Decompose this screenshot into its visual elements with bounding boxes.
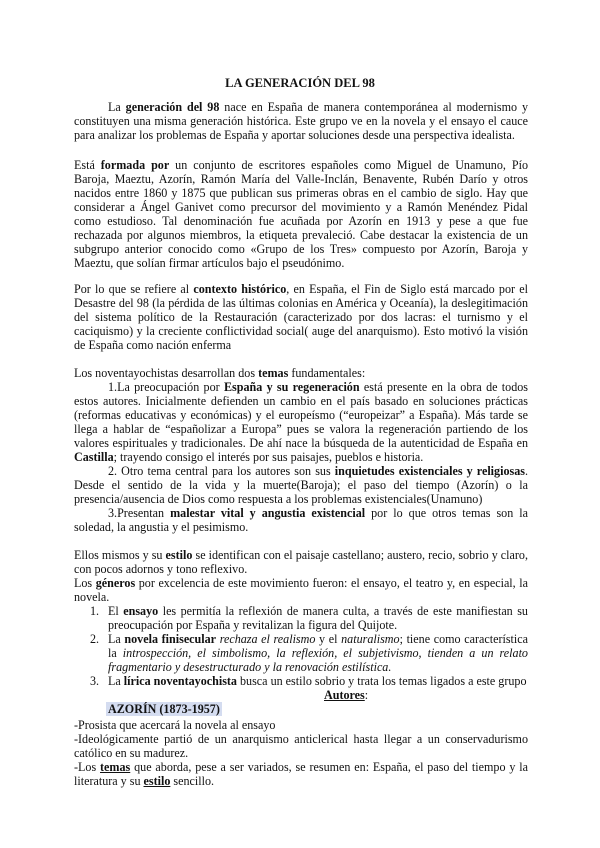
tema-1-line-2: estos autores. Inicialmente defienden un cambio en el país basado en soluciones prácticas	[74, 394, 528, 408]
p2-line-8: Maeztu, que solían firmar artículos bajo el pseudónimo.	[74, 256, 345, 270]
p2-line-5: como estudioso. Tal denominación fue acuñada por Azorín en 1913 y pese a que fue	[74, 214, 528, 228]
azorin-line-5: literatura y su estilo sencillo.	[74, 774, 215, 788]
tema-1-line-4: llega a hablar de “españolizar a Europa” pues se valora la regeneración partiendo de los	[74, 422, 528, 436]
p2-line-4: considerar a Ángel Ganivet como precursor del movimiento y a Ramón Menéndez Pidal	[74, 200, 528, 214]
tema-1-line-3: (reformas educativas y económicas) y el europeísmo (“europeizar” a España). Más tarde se	[74, 408, 528, 422]
document-title: LA GENERACIÓN DEL 98	[225, 76, 375, 90]
tema-1-line-6: Castilla; trayendo consigo el interés por sus paisajes, pueblos e historia.	[74, 450, 424, 464]
list-number-3: 3.	[90, 674, 100, 688]
azorin-line-2: -Ideológicamente partió de un anarquismo anticlerical hasta llegar a un conservadurismo	[74, 732, 528, 746]
list-item-ensayo-line-2: preocupación por España y revitalizan la figura del Quijote.	[108, 618, 398, 632]
autores-heading: Autores:	[324, 688, 369, 702]
tema-2-line-1: 2. Otro tema central para los autores son sus inquietudes existenciales y religiosas.	[108, 464, 528, 478]
list-item-novela: La novela finisecular rechaza el realismo y el naturalismo; tiene como característica	[108, 632, 528, 646]
list-item-novela-line-3: fragmentario y desestructurado y la renovación estilística.	[108, 660, 392, 674]
p4-intro: Los noventayochistas desarrollan dos temas fundamentales:	[74, 366, 366, 380]
p2-line-1: Está formada por un conjunto de escritores españoles como Miguel de Unamuno, Pío	[74, 158, 528, 172]
p5-line-1: Ellos mismos y su estilo se identifican con el paisaje castellano; austero, recio, sobrio y claro,	[74, 548, 528, 562]
tema-2-line-3: presencia/ausencia de Dios como respuesta a los problemas existenciales(Unamuno)	[74, 492, 483, 506]
list-number-2: 2.	[90, 632, 100, 646]
p2-line-6: rechazada por algunos miembros, la etiqueta prevaleció. Cabe destacar la existencia de un	[74, 228, 528, 242]
list-item-ensayo: El ensayo les permitía la reflexión de manera culta, a través de este manifiestan su	[108, 604, 528, 618]
list-item-lirica: La lírica noventayochista busca un estilo sobrio y trata los temas ligados a este grupo	[108, 674, 527, 688]
p2-line-2: Baroja, Maeztu, Azorín, Ramón María del Valle-Inclán, Benavente, Rubén Darío y otros	[74, 172, 528, 186]
azorin-line-3: católico en su madurez.	[74, 746, 189, 760]
p5-line-4: novela.	[74, 590, 110, 604]
tema-3-line-2: soledad, la angustia y el pesimismo.	[74, 520, 249, 534]
p3-line-4: caciquismo) y la creciente conflictividad social( auge del anarquismo). Esto motivó la visión	[74, 324, 528, 338]
p3-line-1: Por lo que se refiere al contexto histórico, en España, el Fin de Siglo está marcado por el	[74, 282, 528, 296]
p2-line-3: nacidos entre 1860 y 1875 que publican sus primeras obras en el cambio de siglo. Hay que	[74, 186, 528, 200]
azorin-heading: AZORÍN (1873-1957)	[108, 702, 220, 716]
tema-2-line-2: Desde el sentido de la vida y la muerte(Baroja); el paso del tiempo (Azorín) o la	[74, 478, 528, 492]
list-item-novela-line-2: la introspección, el simbolismo, la reflexión, el subjetivismo, tienden a un relato	[108, 646, 528, 660]
p3-line-5: de España como nación enferma	[74, 338, 232, 352]
p2-line-7: subgrupo anterior conocido como «Grupo de los Tres» compuesto por Azorín, Baroja y	[74, 242, 528, 256]
tema-1-line-1: 1.La preocupación por España y su regeneración está presente en la obra de todos	[108, 380, 528, 394]
p3-line-3: del sistema político de la Restauración (caracterizado por dos lacras: el turnismo y el	[74, 310, 528, 324]
tema-1-line-5: valores espirituales y tradicionales. De ahí nace la búsqueda de la autenticidad de España en	[74, 436, 528, 450]
p5-line-3: Los géneros por excelencia de este movimiento fueron: el ensayo, el teatro y, en especial, la	[74, 576, 529, 590]
p1-line-2: constituyen una misma generación histórica. Este grupo ve en la novela y el ensayo el cauce	[74, 114, 528, 128]
p1-line-1: La generación del 98 nace en España de manera contemporánea al modernismo y	[108, 100, 528, 114]
list-number-1: 1.	[90, 604, 100, 618]
azorin-line-1: -Prosista que acercará la novela al ensayo	[74, 718, 276, 732]
azorin-line-4: -Los temas que aborda, pese a ser variados, se resumen en: España, el paso del tiempo y la	[74, 760, 529, 774]
tema-3-line-1: 3.Presentan malestar vital y angustia existencial por lo que otros temas son la	[108, 506, 528, 520]
p3-line-2: Desastre del 98 (la pérdida de las últimas colonias en América y Oceanía), la deslegitimación	[74, 296, 528, 310]
p5-line-2: con pocos adornos y tono reflexivo.	[74, 562, 248, 576]
p1-line-3: para analizar los problemas de España y aportar soluciones desde una perspectiva idealista.	[74, 128, 515, 142]
